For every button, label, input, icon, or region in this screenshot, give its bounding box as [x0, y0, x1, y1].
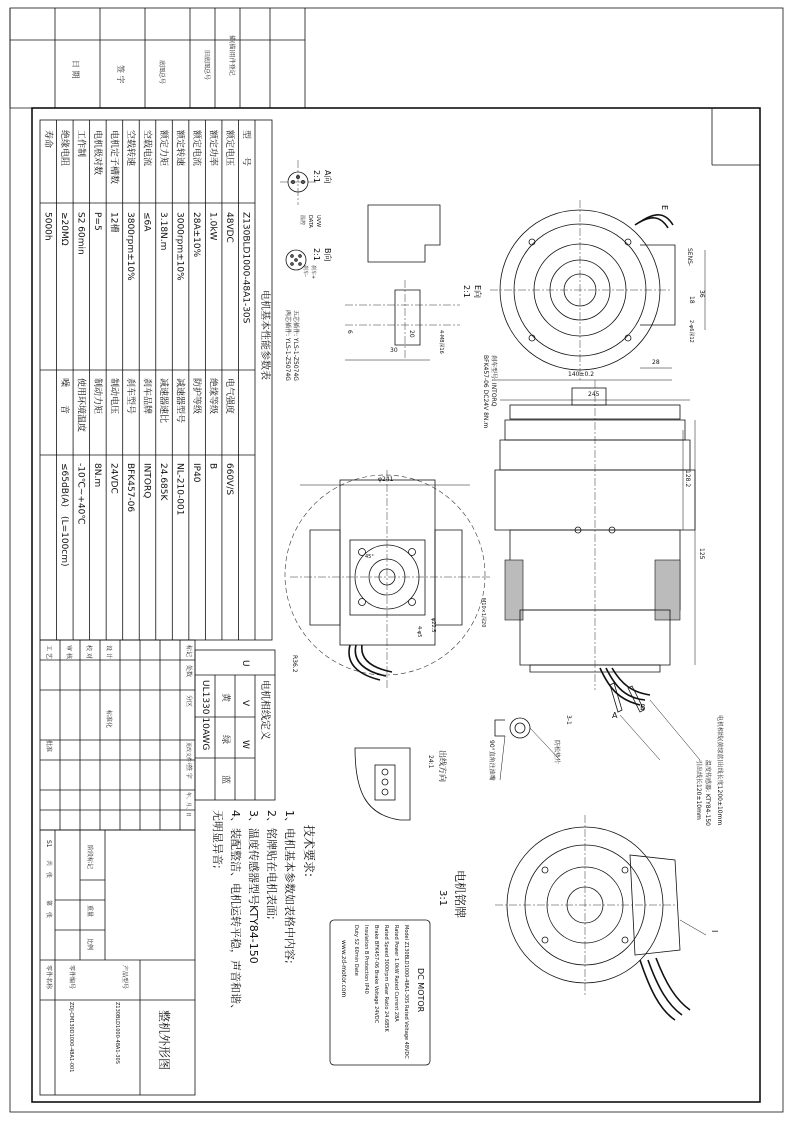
param-key: 寿命 [42, 130, 53, 149]
nameplate-line: Rated Power 1.0kW Rated Current 28A [393, 925, 399, 1022]
tech-requirements [211, 810, 317, 1015]
color-v: 绿 [220, 735, 230, 745]
connector-views [280, 160, 498, 428]
param-value-2: ≤65dB(A) (L=100cm) [58, 463, 69, 567]
scale-label: 比例 [86, 938, 93, 951]
dim-6: 6 [346, 330, 353, 334]
params-table [40, 120, 272, 640]
param-value: 12槽 [108, 212, 119, 233]
temp-sensor-note: 温度传感器: KTY84-150 [704, 760, 711, 826]
nameplate [330, 870, 468, 1065]
approve-label: 批准 [45, 740, 52, 753]
dim-r36: R36.2 [291, 655, 298, 673]
dim-4-m8-a: 4-M8深16 [438, 330, 444, 354]
dim-36: 36 [698, 290, 705, 298]
tech-req-3: 3、温度传感器型号KTY84-150 [247, 810, 260, 964]
param-key: 额定电流 [191, 130, 202, 167]
title-block [40, 830, 195, 1095]
param-key: 额定转速 [174, 130, 185, 167]
front-view [285, 470, 490, 690]
role-design: 设 计 [105, 645, 112, 659]
role-craft: 工 艺 [45, 645, 52, 659]
tech-req-4: 4、装配整洁、电机运转平稳，声音和谐、 [229, 810, 242, 1015]
product-code-label: 产品型号 [121, 965, 128, 990]
b-pin-1: 刹车+ [310, 265, 316, 280]
stage-code: S1 [45, 840, 52, 848]
phase-table-title: 电机相线定义 [259, 680, 270, 740]
param-value: ≤6A [141, 212, 152, 232]
param-key-2: 刹车品牌 [141, 378, 152, 415]
view-b-label: B向 [323, 248, 332, 262]
sign-col-file: 更改文件号 [185, 742, 191, 768]
weight-label: 重量 [86, 905, 93, 918]
param-value-2: NL-210-001 [174, 463, 185, 516]
part-name-label: 零件名称 [45, 965, 52, 990]
nameplate-header: DC MOTOR [416, 968, 425, 1013]
param-value-2: 24.685K [158, 463, 169, 501]
dim-28: 28 [652, 359, 660, 366]
param-value: 28A±10% [191, 212, 202, 258]
tech-req-5: 无明显异音; [211, 810, 224, 869]
param-key-2: 使用环境温度 [75, 378, 86, 433]
param-value-2: BFK457-06 [124, 463, 135, 513]
a-pin-2: DATA [307, 215, 313, 228]
dim-245: 245 [588, 391, 600, 398]
param-key: 电机定子槽数 [108, 130, 119, 185]
sign-col-date: 年、月、日 [185, 792, 191, 818]
part-code-value: ZDJ-CM130D1000-48A1-001 [68, 1002, 74, 1073]
param-value-2: 24VDC [108, 463, 119, 494]
b-pin-2: 刹车- [302, 265, 308, 277]
color-u: 黄 [220, 693, 230, 703]
phase-w: W [240, 740, 250, 749]
outlet-view-label: 出线方向 [438, 750, 447, 782]
margin-label-base-no: 底图总号 [158, 60, 165, 85]
dim-125: 125 [698, 548, 705, 560]
grease-detail [488, 715, 572, 781]
param-value: 3800rpm±10% [124, 212, 135, 281]
param-key: 空载转速 [124, 130, 135, 167]
param-key: 空载电流 [141, 130, 152, 167]
plug-note-1: 五芯插件: YLS-1-Z5074G [292, 310, 299, 381]
param-key-2: 电气强度 [224, 378, 235, 415]
tech-req-title: 技术要求: [302, 825, 316, 878]
sign-col-count: 处数 [185, 665, 192, 678]
label-a: A [612, 711, 618, 720]
param-key: 额定电压 [224, 130, 235, 167]
param-key-2: 减速器速比 [158, 378, 169, 424]
a-pin-1: UVW [315, 215, 321, 228]
hole-note: 2-φ6深12 [688, 320, 694, 343]
product-code-value: Z130BLD1000-48A1-30S [114, 1002, 120, 1064]
param-value: ≥20MΩ [58, 212, 69, 246]
param-key-2: 制动电压 [108, 378, 119, 415]
outlet-view [355, 748, 448, 820]
rear-view [490, 200, 705, 380]
side-view [495, 380, 724, 826]
dim-18: 18 [688, 296, 695, 304]
nameplate-scale: 3:1 [437, 890, 448, 907]
bottom-right-view [495, 815, 719, 1020]
param-key-2: 绝缘等级 [207, 378, 218, 415]
param-value-2: 660V/S [224, 463, 235, 496]
margin-label-date: 日 期 [71, 60, 80, 79]
dim-phi: φ22.5 [430, 618, 436, 633]
param-value-2: B [207, 463, 218, 470]
dim-m10: M10×1深20 [480, 598, 486, 628]
nameplate-title: 电机铭牌 [453, 870, 467, 919]
view-e-scale: 2:1 [462, 285, 471, 298]
margin-label-sign: 签 字 [116, 65, 125, 84]
top-margin-table [10, 8, 305, 108]
nameplate-url: www.zd-motor.com [340, 940, 347, 998]
param-key: 额定功率 [207, 130, 218, 167]
param-value: S2 60min [75, 212, 86, 255]
section-label: 3-1 [565, 715, 572, 725]
label-b: B [640, 703, 646, 712]
sign-col-mark: 标记 [185, 645, 192, 658]
param-value: 3.18N.m [158, 212, 169, 251]
tech-req-2: 2、铭牌贴在电机表面; [265, 810, 278, 920]
param-key-2: 减速器型号 [174, 378, 185, 424]
sign-col-sign: 签 字 [185, 765, 192, 779]
nameplate-line: Model Z130BLD1000-48A1-30S Rated Voltage 48VDC [403, 925, 409, 1059]
role-check: 校 对 [85, 645, 92, 659]
bracket-outline [368, 205, 440, 262]
nameplate-line: Brake BFK457-06 Brake Voltage 24VDC [373, 925, 379, 1024]
plug-note-2: 两芯插件: YLS-1-Z5074G [284, 310, 291, 381]
param-value: 5000h [42, 212, 53, 241]
view-a-label: A向 [323, 170, 332, 184]
role-review: 审 核 [65, 645, 72, 659]
sign-col-zone: 分区 [185, 695, 192, 708]
param-key-2: 刹车型号 [124, 378, 135, 415]
view-e-label: E向 [473, 285, 482, 299]
param-key-2: 噪 音 [58, 378, 69, 415]
param-value-2: -10℃~+40℃ [75, 463, 86, 525]
dim-20: 20 [408, 330, 415, 338]
margin-label-old-base: 旧底图总号 [203, 50, 210, 81]
dim-30: 30 [390, 347, 398, 354]
param-key: 电机极对数 [91, 130, 102, 176]
nameplate-line: Rated Speed 3000rpm Gear Ratio 24.685K [383, 925, 389, 1032]
stage-mark-label: 阶段标记 [86, 845, 93, 870]
brake-model-note-2: BFK457-06 DC24V 8N.m [482, 355, 489, 429]
param-value-2: IP40 [191, 463, 202, 483]
view-e2-label: E [660, 205, 669, 211]
dim-140: 140±0.2 [568, 371, 595, 378]
margin-label-register: 描(描)用件登记 [228, 35, 235, 76]
param-value: P=5 [91, 212, 102, 231]
param-key: 工作制 [75, 130, 86, 158]
param-value: Z130BLD1000-48A1-30S [240, 212, 251, 324]
view-a-scale: 2:1 [312, 170, 321, 183]
std-label: 标准化 [105, 710, 112, 729]
a-pin-3: 温控 [299, 215, 305, 226]
outlet-view-scale: 24:1 [427, 755, 434, 769]
signature-grid [40, 640, 195, 830]
part-code-label: 零件编号 [68, 965, 75, 990]
phase-table [195, 650, 275, 800]
dim-241: φ241 [378, 476, 394, 483]
grease-note: 90°直角注油嘴 [488, 740, 495, 781]
param-key: 型 号 [240, 130, 251, 167]
view-i-label: I [710, 930, 719, 933]
param-value: 48VDC [224, 212, 235, 243]
brake-line-label: SENS- [686, 248, 693, 267]
tech-req-1: 1、电机基本参数如表格中内容; [283, 810, 296, 964]
param-key-2: 防护等级 [191, 378, 202, 415]
dim-holes: 4-φ5 [416, 626, 422, 638]
sheet-total: 共 张 [45, 860, 52, 879]
param-value-2: INTORQ [141, 463, 152, 499]
anti-loose-note: 防松垫片 [553, 740, 560, 765]
color-w: 蓝 [220, 775, 230, 785]
drawing-title: 整机外形图 [157, 1010, 171, 1071]
sheet-number: 第 张 [45, 900, 52, 919]
nameplate-line: Insulation B Protection IP40 [363, 925, 369, 994]
brake-model-note: 刹车型号: INTORQ [490, 355, 497, 407]
nameplate-line: Duty S2 60min Date [353, 925, 359, 976]
motor-lead-note: 电机相线(黄绿蓝)出线长度1200±10mm [716, 715, 723, 826]
phase-u: U [240, 660, 250, 667]
phase-v: V [240, 700, 250, 707]
param-value: 1.0kW [207, 212, 218, 241]
phase-cable-spec: UL1330 10AWG [200, 680, 210, 751]
param-key: 额定力矩 [158, 130, 169, 167]
view-b-scale: 2:1 [312, 248, 321, 261]
dim-128: 128.2 [684, 470, 691, 488]
param-value: 3000rpm±10% [174, 212, 185, 281]
param-key-2: 制动力矩 [91, 378, 102, 415]
param-key: 绝缘电阻 [58, 130, 69, 167]
param-value-2: 8N.m [91, 463, 102, 488]
dim-angle: 45° [365, 554, 374, 560]
params-table-title: 电机基本性能参数表 [259, 290, 270, 380]
temp-lead-note: 引出线长120±10mm [695, 760, 702, 820]
